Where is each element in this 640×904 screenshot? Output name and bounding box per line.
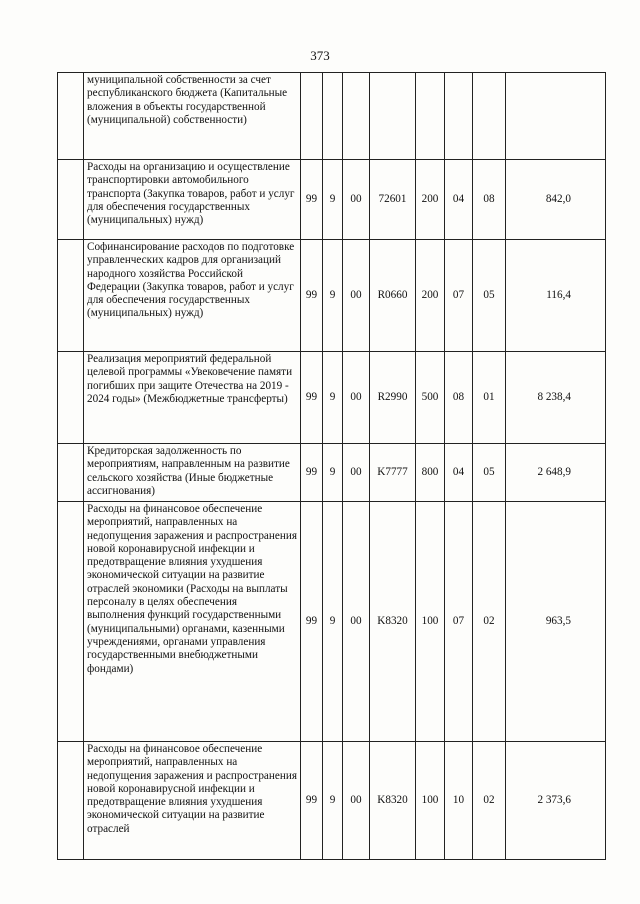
subsection-cell: 01 xyxy=(473,352,506,444)
subsection-cell: 02 xyxy=(473,502,506,742)
table-row xyxy=(58,352,606,444)
row-stub-cell xyxy=(58,742,84,860)
program-cell: 99 xyxy=(301,502,323,742)
row-stub-cell xyxy=(58,352,84,444)
subprogram-cell: 9 xyxy=(323,444,343,502)
subsection-cell: 02 xyxy=(473,742,506,860)
expense-code-cell: R0660 xyxy=(370,240,416,352)
amount-cell: 8 238,4 xyxy=(506,352,606,444)
subprogram-cell: 9 xyxy=(323,742,343,860)
expense-code-cell xyxy=(370,73,416,160)
expense-code-cell: K7777 xyxy=(370,444,416,502)
expense-code-cell: K8320 xyxy=(370,502,416,742)
section-cell: 07 xyxy=(445,240,473,352)
direction-cell: 00 xyxy=(343,160,370,240)
expense-code-cell: 72601 xyxy=(370,160,416,240)
budget-table xyxy=(57,72,606,860)
expense-type-cell: 200 xyxy=(416,240,445,352)
expense-type-cell: 800 xyxy=(416,444,445,502)
expense-type-cell xyxy=(416,73,445,160)
row-stub-cell xyxy=(58,240,84,352)
subprogram-cell: 9 xyxy=(323,352,343,444)
subsection-cell: 08 xyxy=(473,160,506,240)
amount-cell: 963,5 xyxy=(506,502,606,742)
subprogram-cell: 9 xyxy=(323,502,343,742)
expense-code-cell: R2990 xyxy=(370,352,416,444)
row-stub-cell xyxy=(58,160,84,240)
program-cell xyxy=(301,73,323,160)
program-cell: 99 xyxy=(301,444,323,502)
row-stub-cell xyxy=(58,444,84,502)
section-cell: 04 xyxy=(445,444,473,502)
table-row xyxy=(58,742,606,860)
subprogram-cell: 9 xyxy=(323,160,343,240)
expense-name-cell: Софинансирование расходов по подготовке управленческих кадров для организаций народного хозяйства Российской Федерации (Закупка товаров, работ и услуг для обеспечения государственных (муниципальных) нужд) xyxy=(84,240,301,352)
amount-cell: 116,4 xyxy=(506,240,606,352)
expense-name-cell: Кредиторская задолженность по мероприятиям, направленным на развитие сельского хозяйства (Иные бюджетные ассигнования) xyxy=(84,444,301,502)
section-cell xyxy=(445,73,473,160)
direction-cell: 00 xyxy=(343,502,370,742)
table-row xyxy=(58,160,606,240)
row-stub-cell xyxy=(58,73,84,160)
subsection-cell xyxy=(473,73,506,160)
subsection-cell: 05 xyxy=(473,240,506,352)
expense-name-cell: Расходы на организацию и осуществление транспортировки автомобильного транспорта (Закупка товаров, работ и услуг для обеспечения государственных (муниципальных) нужд) xyxy=(84,160,301,240)
subprogram-cell xyxy=(323,73,343,160)
amount-cell xyxy=(506,73,606,160)
program-cell: 99 xyxy=(301,160,323,240)
expense-name-cell: Расходы на финансовое обеспечение мероприятий, направленных на недопущения заражения и распространения новой коронавирусной инфекции и предотвращение влияния ухудшения экономической ситуации на развитие отраслей экономики (Расходы на выплаты персоналу в целях обеспечения выполнения функций государственными (муниципальными) органами, казенными учреждениями, органами управления государственными внебюджетными фондами) xyxy=(84,502,301,742)
program-cell: 99 xyxy=(301,352,323,444)
direction-cell: 00 xyxy=(343,240,370,352)
direction-cell: 00 xyxy=(343,352,370,444)
page-number: 373 xyxy=(310,48,330,63)
table-row xyxy=(58,73,606,160)
expense-code-cell: K8320 xyxy=(370,742,416,860)
expense-name-cell: муниципальной собственности за счет республиканского бюджета (Капитальные вложения в объекты государственной (муниципальной) собственности) xyxy=(84,73,301,160)
subsection-cell: 05 xyxy=(473,444,506,502)
row-stub-cell xyxy=(58,502,84,742)
expense-type-cell: 100 xyxy=(416,742,445,860)
table-row xyxy=(58,444,606,502)
program-cell: 99 xyxy=(301,742,323,860)
expense-type-cell: 100 xyxy=(416,502,445,742)
expense-type-cell: 200 xyxy=(416,160,445,240)
direction-cell xyxy=(343,73,370,160)
direction-cell: 00 xyxy=(343,742,370,860)
table-row xyxy=(58,502,606,742)
section-cell: 07 xyxy=(445,502,473,742)
program-cell: 99 xyxy=(301,240,323,352)
amount-cell: 2 648,9 xyxy=(506,444,606,502)
direction-cell: 00 xyxy=(343,444,370,502)
subprogram-cell: 9 xyxy=(323,240,343,352)
section-cell: 10 xyxy=(445,742,473,860)
amount-cell: 2 373,6 xyxy=(506,742,606,860)
expense-name-cell: Реализация мероприятий федеральной целевой программы «Увековечение памяти погибших при защите Отечества на 2019 - 2024 годы» (Межбюджетные трансферты) xyxy=(84,352,301,444)
section-cell: 08 xyxy=(445,352,473,444)
expense-name-cell: Расходы на финансовое обеспечение мероприятий, направленных на недопущения заражения и распространения новой коронавирусной инфекции и предотвращение влияния ухудшения экономической ситуации на развитие отраслей xyxy=(84,742,301,860)
expense-type-cell: 500 xyxy=(416,352,445,444)
table-row xyxy=(58,240,606,352)
section-cell: 04 xyxy=(445,160,473,240)
amount-cell: 842,0 xyxy=(506,160,606,240)
